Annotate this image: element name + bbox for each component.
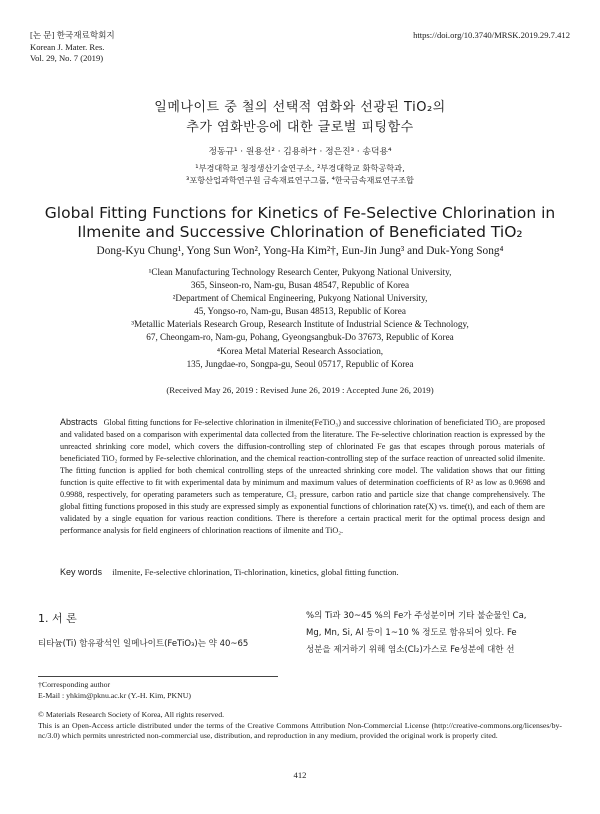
abstract-label: Abstracts (60, 417, 98, 427)
journal-header (30, 30, 115, 65)
abstract-text: Global fitting functions for Fe-selective chlorination in ilmenite(FeTiO₃) and successive chlorination of beneficiated TiO₂ are proposed and validated based on a comparison with experimental data collected from the literature. The Fe-selective chlorination reaction is expressed by the unreacted shrinking core model, which covers the diffusion-controlling step of chlorinated Fe gas that escapes through porous materials of beneficiated TiO₂ formed by Fe-selective chlorination, and the chemical reaction-controlling step of the surface reaction of unreacted solid ilmenite. The fitting function is applied for both chemical controlling steps of the unreacted shrinking core model. The validation shows that our fitting function is quite effective to fit with experimental data by minimum and maximum values of determination coefficients of R² as low as 0.9698 and 0.9988, respectively, for operating parameters such as temperature, Cl₂ pressure, carbon ratio and particle size that change comprehensively. The global fitting functions proposed in this study are expressed simply as exponential functions of chlorination rate(X) vs. time(t), and each of them are validated by a single equation for various reaction conditions. There is therefore a certain practical merit for the optimal process design and performance analysis for field engineers of chlorination reactions of ilmenite and TiO₂. (60, 418, 545, 535)
english-affiliation-line: 135, Jungdae-ro, Songpa-gu, Seoul 05717, Republic of Korea (186, 358, 414, 369)
english-authors: Dong-Kyu Chung¹, Yong Sun Won², Yong-Ha Kim²†, Eun-Jin Jung³ and Duk-Yong Song⁴ (96, 245, 504, 257)
footnote-divider (38, 676, 278, 677)
corresponding-email[interactable]: E-Mail : yhkim@pknu.ac.kr (Y.-H. Kim, PKNU) (38, 690, 191, 700)
english-affiliation-line: ³Metallic Materials Research Group, Research Institute of Industrial Science & Technology, (131, 319, 469, 330)
korean-authors: 정동규¹ · 원용선² · 김용하²† · 정은진³ · 송덕용⁴ (208, 147, 392, 157)
english-affiliation-line: ²Department of Chemical Engineering, Pukyong National University, (172, 293, 428, 304)
page-number: 412 (293, 770, 307, 780)
body-right-column (306, 608, 562, 659)
journal-name-korean: [논 문] 한국재료학회지 (30, 30, 115, 40)
received-dates: (Received May 26, 2019 : Revised June 26, 2019 : Accepted June 26, 2019) (166, 385, 434, 395)
korean-title-line-2: 추가 염화반응에 대한 글로벌 피팅함수 (186, 120, 414, 135)
keywords (60, 567, 399, 577)
license-text: This is an Open-Access article distributed under the terms of the Creative Commons Attribution Non-Commercial License (http://creative-commons.org/licenses/by-nc/3.0) which permits unrestricted non-commercial use, distribution, and reproduction in any medium, provided the original work is properly cited. (38, 720, 562, 741)
keywords-text: ilmenite, Fe-selective chlorination, Ti-chlorination, kinetics, global fitting function. (112, 567, 399, 577)
korean-title-line-1: 일메나이트 중 철의 선택적 염화와 선광된 TiO₂의 (154, 100, 446, 115)
english-affiliations (0, 266, 600, 371)
journal-name-english: Korean J. Mater. Res. (30, 41, 105, 52)
english-affiliation-line: 45, Yongso-ro, Nam-gu, Busan 48513, Republic of Korea (194, 306, 406, 317)
body-line: Mg, Mn, Si, Al 등이 1~10 % 정도로 함유되어 있다. Fe (306, 628, 517, 638)
body-line: 성분을 제거하기 위해 염소(Cl₂)가스로 Fe성분에 대한 선 (306, 645, 515, 655)
english-affiliation-line: ⁴Korea Metal Material Research Association, (216, 345, 384, 356)
corresponding-author-note: †Corresponding author (38, 680, 111, 689)
korean-title (0, 98, 600, 138)
doi-link[interactable]: https://doi.org/10.3740/MRSK.2019.29.7.412 (413, 30, 570, 40)
korean-affiliation-line-2: ³포항산업과학연구원 금속재료연구그룹, ⁴한국금속재료연구조합 (186, 175, 414, 185)
footnote (38, 680, 562, 701)
korean-affiliation-line-1: ¹부경대학교 청정생산기술연구소, ²부경대학교 화학공학과, (195, 163, 405, 173)
license-block (38, 710, 562, 742)
abstract (60, 416, 545, 537)
english-title (0, 204, 600, 242)
body-line: %의 Ti과 30~45 %의 Fe가 주성분이며 기타 불순물인 Ca, (306, 611, 527, 621)
english-affiliation-line: ¹Clean Manufacturing Technology Research Center, Pukyong National University, (148, 267, 452, 277)
body-left-column: 티타늄(Ti) 함유광석인 일메나이트(FeTiO₃)는 약 40~65 (38, 639, 249, 649)
english-affiliation-line: 67, Cheongam-ro, Nam-gu, Pohang, Gyeongsangbuk-Do 37673, Republic of Korea (146, 332, 454, 343)
korean-affiliations (0, 162, 600, 186)
copyright-notice: © Materials Research Society of Korea, All rights reserved. (38, 710, 225, 719)
journal-volume: Vol. 29, No. 7 (2019) (30, 53, 104, 64)
keywords-label: Key words (60, 567, 103, 577)
english-affiliation-line: 365, Sinseon-ro, Nam-gu, Busan 48547, Republic of Korea (190, 280, 410, 291)
english-title-line-1: Global Fitting Functions for Kinetics of Fe-Selective Chlorination in (44, 204, 556, 222)
english-title-line-2: Ilmenite and Successive Chlorination of Beneficiated TiO₂ (77, 223, 523, 241)
section-heading-introduction: 1. 서 론 (38, 612, 77, 625)
